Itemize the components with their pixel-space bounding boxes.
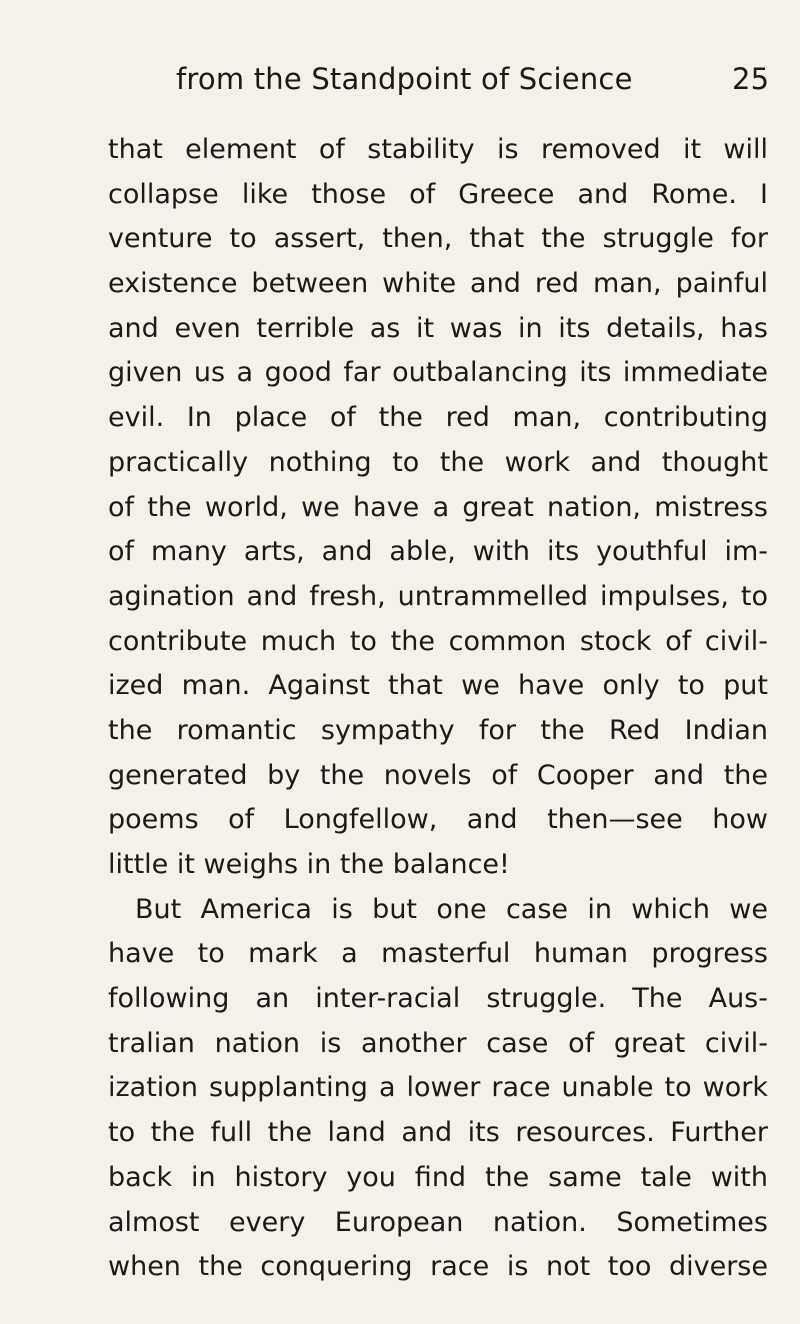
paragraph-end-line: little it weighs in the balance! — [108, 849, 510, 880]
running-head — [110, 62, 770, 112]
text-line: when the conquering race is not too diverse — [108, 1251, 768, 1283]
text-line: almost every European nation. Sometimes — [108, 1206, 768, 1238]
text-line: back in history you find the same tale with — [108, 1161, 768, 1193]
text-line: poems of Longfellow, and then—see how — [108, 804, 768, 836]
text-line: of many arts, and able, with its youthful im- — [108, 536, 768, 568]
text-line: contribute much to the common stock of civil- — [108, 625, 768, 657]
page-number: 25 — [732, 62, 770, 96]
text-line: to the full the land and its resources. Further — [108, 1117, 768, 1149]
text-line: following an inter-racial struggle. The Aus- — [108, 983, 768, 1015]
text-line: that element of stability is removed it will — [108, 134, 768, 165]
text-line: existence between white and red man, painful — [108, 268, 768, 300]
body-text — [108, 128, 768, 1290]
text-line: venture to assert, then, that the struggle for — [108, 223, 768, 255]
text-line: the romantic sympathy for the Red Indian — [108, 714, 768, 746]
text-line: ized man. Against that we have only to put — [108, 670, 768, 702]
text-line: generated by the novels of Cooper and the — [108, 759, 768, 791]
text-line: and even terrible as it was in its details, has — [108, 312, 768, 344]
text-line: ization supplanting a lower race unable to work — [108, 1072, 768, 1104]
text-line: practically nothing to the work and thought — [108, 446, 768, 478]
text-line: collapse like those of Greece and Rome. I — [108, 178, 768, 210]
text-line: agination and fresh, untrammelled impulses, to — [108, 580, 768, 612]
paragraph-start-line: But America is but one case in which we — [135, 893, 768, 925]
text-line: given us a good far outbalancing its immediate — [108, 357, 768, 389]
text-line: evil. In place of the red man, contributing — [108, 402, 768, 434]
running-title: from the Standpoint of Science — [176, 62, 633, 96]
text-line: have to mark a masterful human progress — [108, 938, 768, 970]
text-line: tralian nation is another case of great civil- — [108, 1027, 768, 1059]
text-line: of the world, we have a great nation, mistress — [108, 491, 768, 523]
